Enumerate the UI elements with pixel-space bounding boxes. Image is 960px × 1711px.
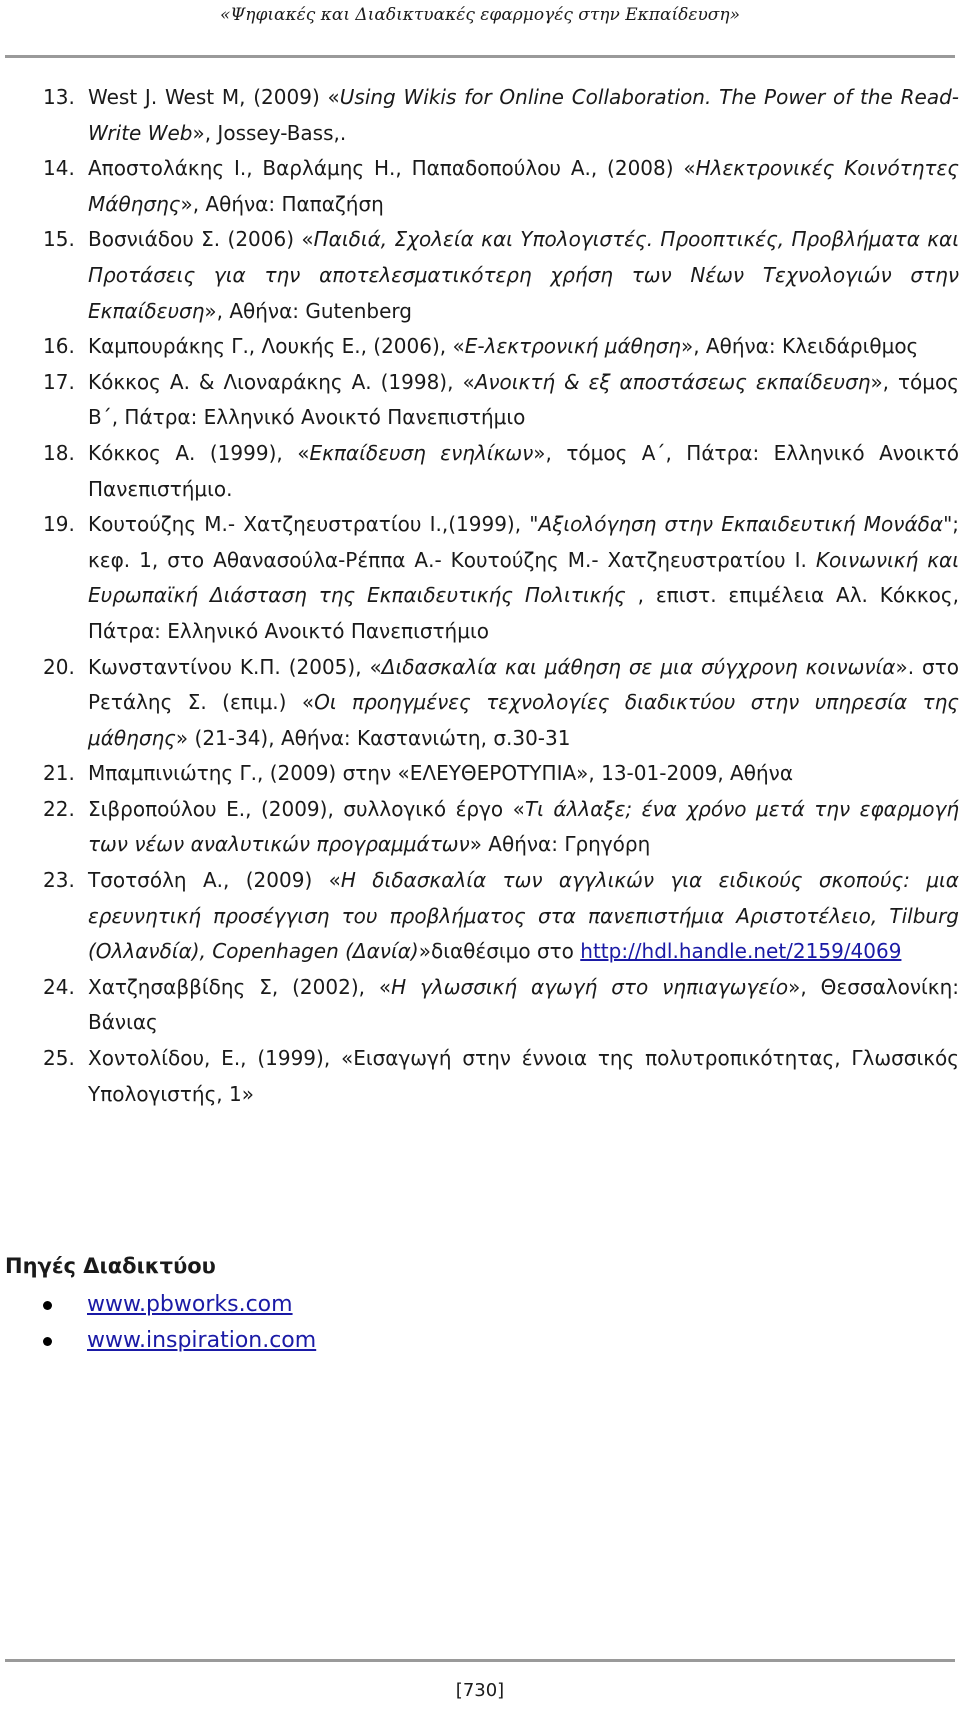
reference-number: 14. [43, 156, 75, 181]
web-source-item [0, 1323, 316, 1359]
reference-item [43, 365, 959, 436]
reference-item [43, 507, 959, 649]
reference-number: 15. [43, 227, 75, 252]
bullet-icon [43, 1337, 52, 1346]
reference-text: Κόκκος Α. (1999), « [88, 440, 310, 465]
reference-item [43, 436, 959, 507]
reference-text: Κουτούζης Μ.- Χατζηευστρατίου Ι.,(1999), " [88, 512, 539, 537]
web-sources-heading: Πηγές Διαδικτύου [5, 1254, 216, 1278]
reference-item [43, 863, 959, 970]
reference-title-text: Ανοικτή & εξ αποστάσεως εκπαίδευση [474, 369, 871, 394]
reference-title-text: Η διδασκαλία των αγγλικών για ειδικούς σκοπούς: μια ερευνητική προσέγγιση του προβλήματος στα πανεπιστήμια Αριστοτέλειο, Tilburg (Ολλανδία), Copenhagen (Δανία) [88, 868, 959, 964]
reference-link[interactable]: http://hdl.handle.net/2159/4069 [580, 939, 902, 964]
reference-text: Βοσνιάδου Σ. (2006) « [88, 227, 314, 252]
page-number: [730] [455, 1680, 505, 1701]
reference-number: 21. [43, 761, 75, 786]
reference-number: 24. [43, 974, 75, 999]
reference-item [43, 650, 959, 757]
reference-number: 13. [43, 85, 75, 109]
reference-text: Χατζησαββίδης Σ, (2002), « [88, 974, 392, 999]
reference-item [43, 792, 959, 863]
reference-item [43, 329, 959, 365]
reference-item [43, 151, 959, 222]
reference-title-text: Κοινωνική και Ευρωπαϊκή Διάσταση της Εκπαιδευτικής Πολιτικής [88, 547, 959, 608]
reference-text: Κωνσταντίνου Κ.Π. (2005), « [88, 654, 382, 679]
web-source-item [0, 1287, 316, 1323]
reference-text: » Αθήνα: Γρηγόρη [469, 832, 651, 857]
web-source-link[interactable]: www.pbworks.com [87, 1292, 293, 1317]
reference-text: Καμπουράκης Γ., Λουκής Ε., (2006), « [88, 334, 465, 359]
reference-text: », τόμος Α΄, Πάτρα: Ελληνικό Ανοικτό Πανεπιστήμιο. [88, 440, 959, 501]
reference-number: 17. [43, 369, 75, 394]
web-source-link[interactable]: www.inspiration.com [87, 1328, 317, 1353]
reference-item [43, 80, 959, 151]
reference-text: », τόμος Β΄, Πάτρα: Ελληνικό Ανοικτό Πανεπιστήμιο [88, 369, 959, 430]
reference-title-text: Αξιολόγηση στην Εκπαιδευτική Μονάδα [538, 512, 944, 537]
reference-text: "; κεφ. 1, στο Αθανασούλα-Ρέππα Α.- Κουτούζης Μ.- Χατζηευστρατίου Ι. [88, 512, 960, 572]
reference-item [43, 756, 959, 792]
reference-number: 16. [43, 334, 75, 359]
reference-text: Τσοτσόλη Α., (2009) « [88, 868, 341, 893]
reference-title-text: Ηλεκτρονικές Κοινότητες Μάθησης [88, 156, 959, 216]
reference-text: », Αθήνα: Παπαζήση [180, 191, 384, 216]
reference-title-text: Η γλωσσική αγωγή στο νηπιαγωγείο [391, 974, 789, 999]
reference-list [43, 80, 959, 1112]
reference-text: »διαθέσιμο στο [418, 939, 581, 964]
reference-number: 20. [43, 654, 75, 679]
reference-number: 25. [43, 1046, 75, 1071]
reference-text: », Θεσσαλονίκη: Βάνιας [88, 974, 959, 1035]
reference-title-text: Τι άλλαξε; ένα χρόνο μετά την εφαρμογή των νέων αναλυτικών προγραμμάτων [88, 796, 959, 857]
reference-number: 18. [43, 440, 75, 465]
footer-divider [5, 1659, 955, 1662]
bullet-icon [43, 1301, 52, 1310]
reference-item [43, 970, 959, 1041]
reference-text: », Αθήνα: Gutenberg [204, 298, 412, 323]
reference-title-text: Οι προηγμένες τεχνολογίες διαδικτύου στην υπηρεσία της μάθησης [88, 690, 959, 750]
reference-title-text: Εκπαίδευση ενηλίκων [309, 440, 534, 465]
reference-title-text: Διδασκαλία και μάθηση σε μια σύγχρονη κοινωνία [381, 654, 896, 679]
reference-text: » (21-34), Αθήνα: Καστανιώτη, σ.30-31 [175, 725, 571, 750]
reference-text: », Αθήνα: Κλειδάριθμος [680, 334, 919, 359]
reference-text: , επιστ. επιμέλεια Αλ. Κόκκος, Πάτρα: Ελληνικό Ανοικτό Πανεπιστήμιο [88, 583, 959, 643]
reference-text: Κόκκος Α. & Λιοναράκης Α. (1998), « [88, 369, 475, 394]
reference-text: Αποστολάκης Ι., Βαρλάμης Η., Παπαδοπούλου Α., (2008) « [88, 156, 696, 181]
reference-title-text: Using Wikis for Online Collaboration. The Power of the Read-Write Web [88, 85, 959, 145]
reference-title-text: Ε-λεκτρονική μάθηση [464, 334, 681, 359]
reference-text: Χοντολίδου, Ε., (1999), «Εισαγωγή στην έννοια της πολυτροπικότητας, Γλωσσικός Υπολογιστής, 1» [88, 1046, 959, 1106]
reference-title-text: Παιδιά, Σχολεία και Υπολογιστές. Προοπτικές, Προβλήματα και Προτάσεις για την αποτελεσματικότερη χρήση των Νέων Τεχνολογιών στην Εκπαίδευση [88, 227, 959, 323]
reference-number: 23. [43, 868, 75, 893]
reference-text: ». στο Ρετάλης Σ. (επιμ.) « [88, 654, 959, 715]
reference-text: Μπαμπινιώτης Γ., (2009) στην «ΕΛΕΥΘΕΡΟΤΥΠΙΑ», 13-01-2009, Αθήνα [88, 761, 793, 786]
web-sources-list [0, 1287, 316, 1359]
reference-number: 22. [43, 796, 75, 821]
header-divider [5, 55, 955, 58]
reference-item [43, 222, 959, 329]
reference-text: », Jossey-Bass,. [192, 120, 347, 145]
running-header: «Ψηφιακές και Διαδικτυακές εφαρμογές στην Εκπαίδευση» [219, 5, 740, 25]
reference-number: 19. [43, 512, 75, 537]
reference-item [43, 1041, 959, 1112]
reference-text: West J. West M, (2009) « [88, 85, 340, 109]
reference-text: Σιβροπούλου Ε., (2009), συλλογικό έργο « [88, 796, 525, 821]
